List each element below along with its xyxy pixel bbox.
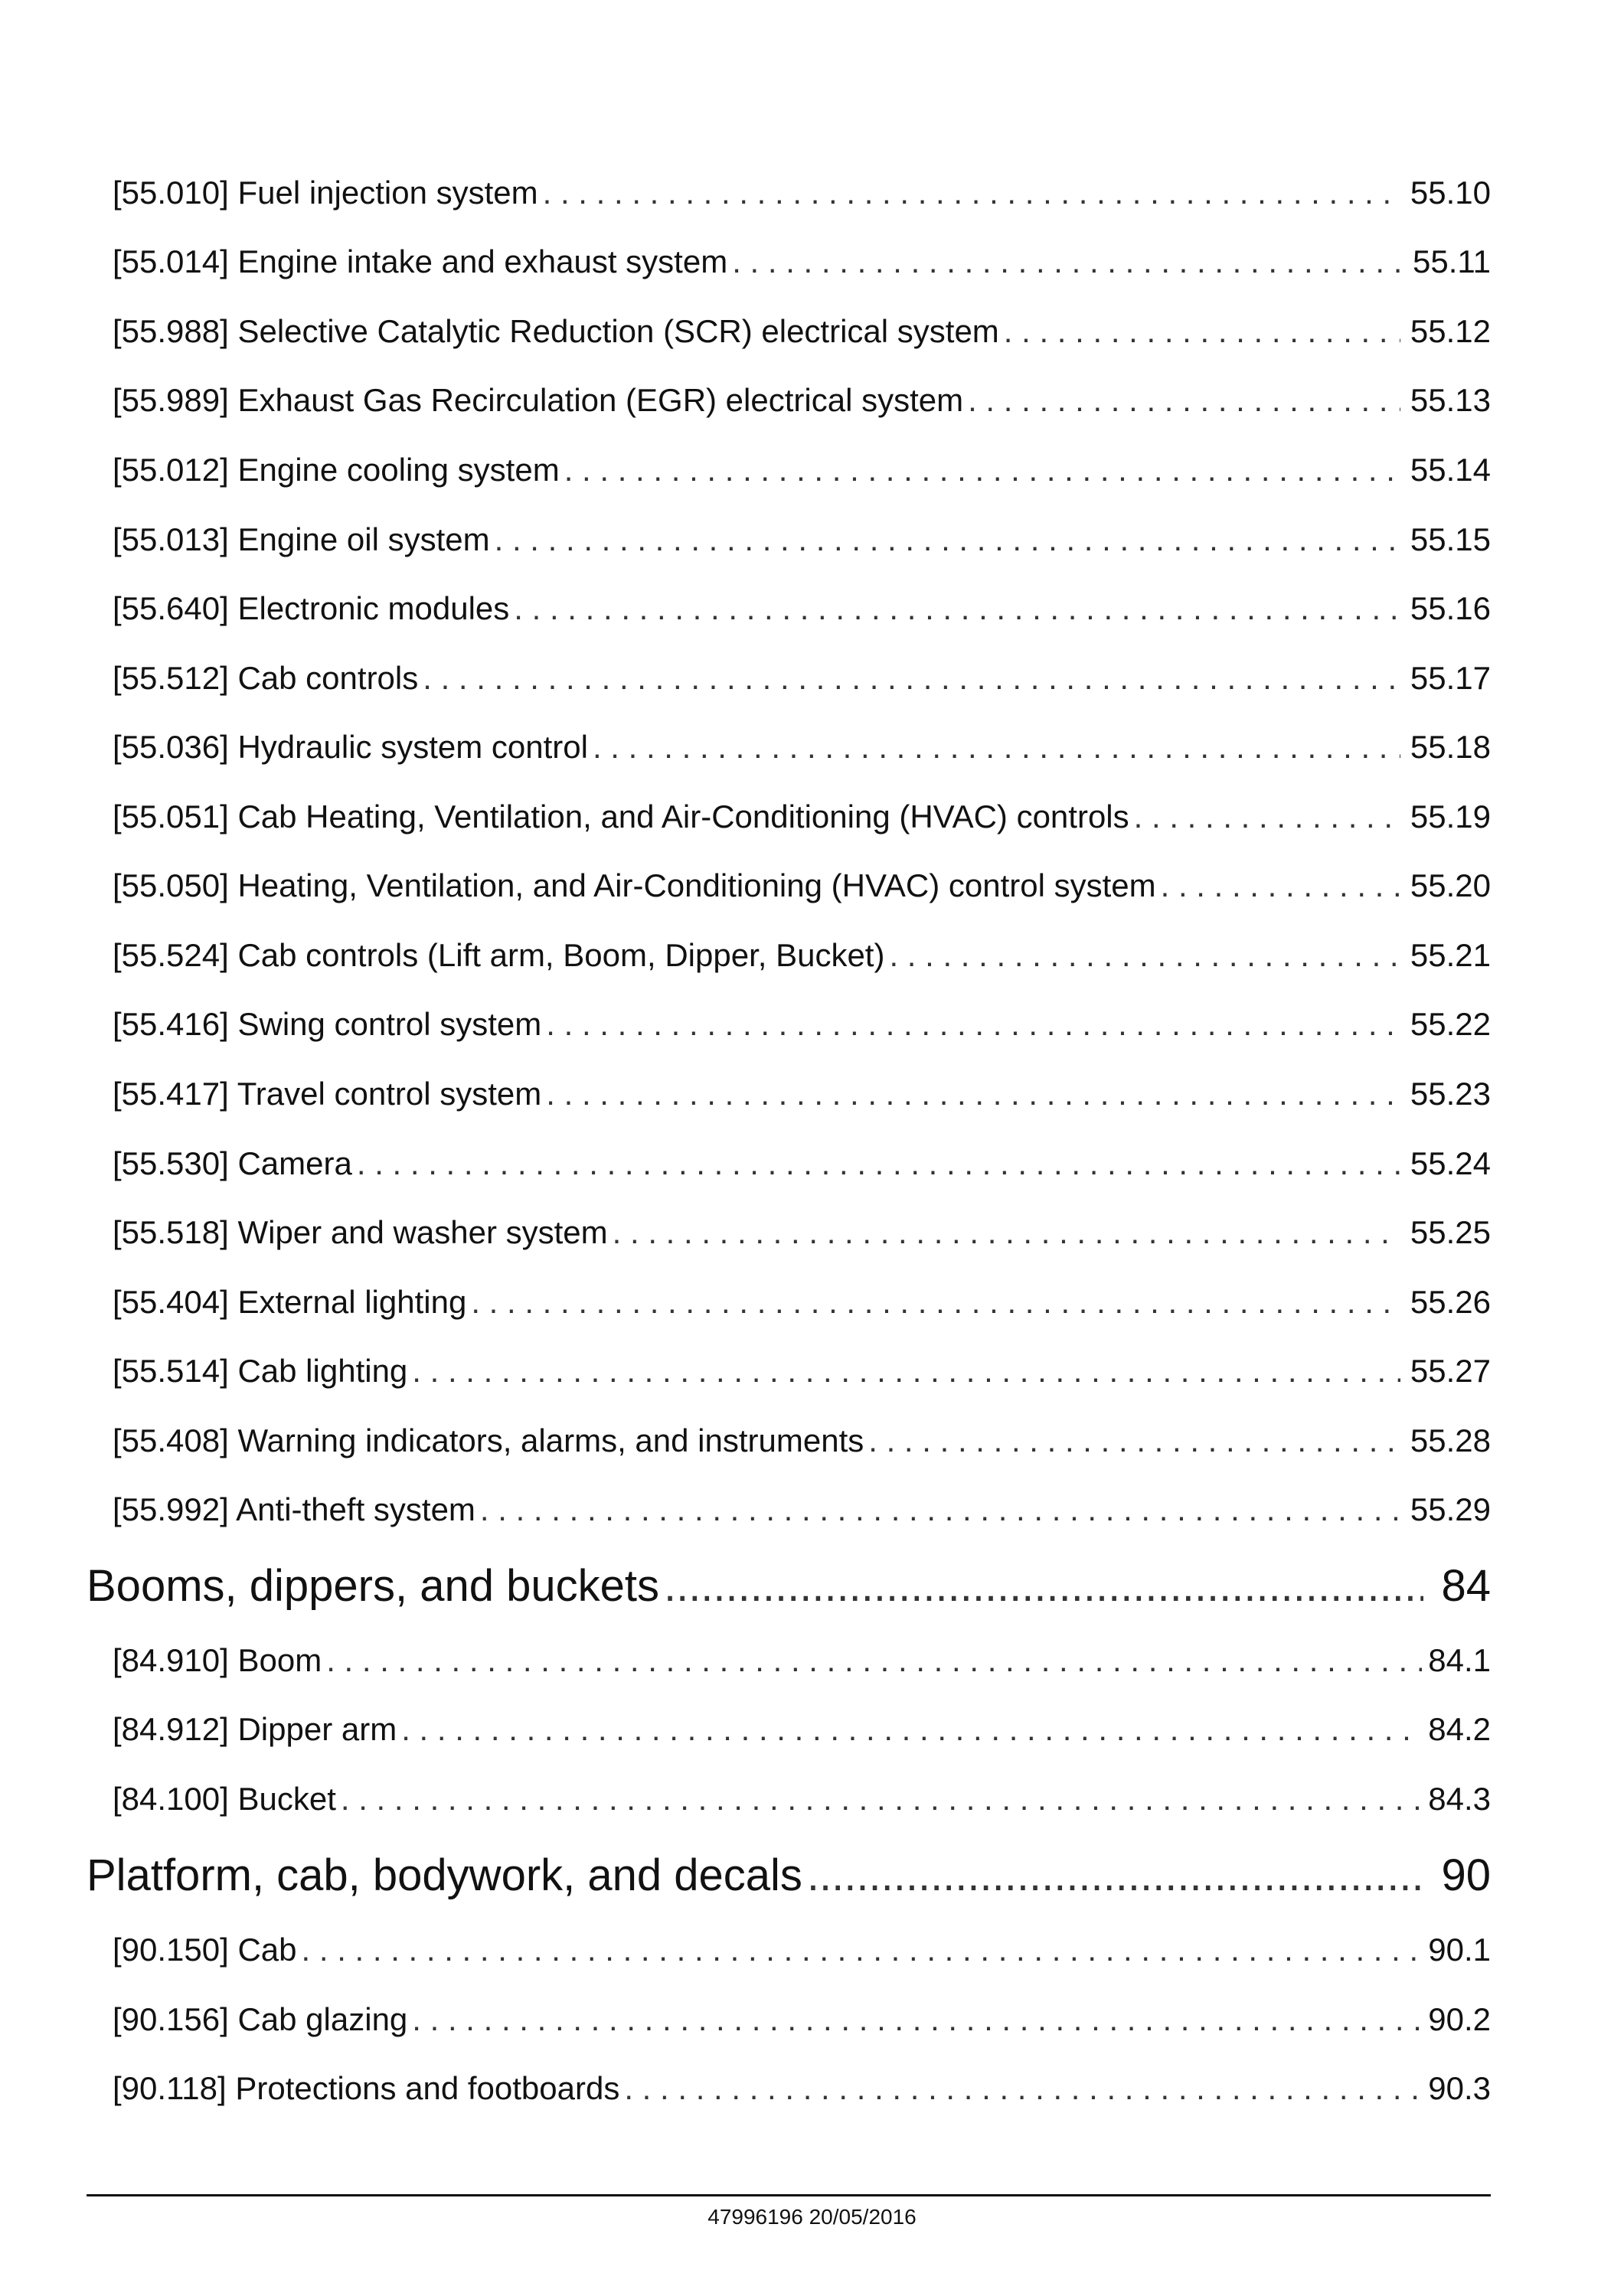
dot-leader bbox=[341, 1781, 1422, 1818]
toc-entry-page: 55.26 bbox=[1410, 1284, 1491, 1320]
toc-entry-page: 55.20 bbox=[1410, 867, 1491, 903]
toc-entry-page: 55.16 bbox=[1410, 590, 1491, 626]
toc-entry-label: [55.992] Anti-theft system bbox=[113, 1491, 475, 1527]
toc-entry-label: [55.012] Engine cooling system bbox=[113, 452, 560, 488]
toc-entry-label: [90.150] Cab bbox=[113, 1932, 297, 1968]
toc-entry-label: [55.408] Warning indicators, alarms, and instruments bbox=[113, 1422, 864, 1458]
toc-entry[interactable] bbox=[113, 1145, 1491, 1191]
toc-entry-label: [55.988] Selective Catalytic Reduction (SCR) electrical system bbox=[113, 313, 999, 349]
toc-entry[interactable] bbox=[113, 1781, 1491, 1827]
dot-leader bbox=[546, 1006, 1400, 1043]
toc-entry-label: [55.514] Cab lighting bbox=[113, 1353, 408, 1389]
dot-leader bbox=[1161, 867, 1400, 904]
dot-leader bbox=[412, 1353, 1400, 1390]
toc-entry[interactable] bbox=[113, 1422, 1491, 1468]
toc-entry[interactable] bbox=[113, 313, 1491, 359]
toc-entry-page: 55.18 bbox=[1410, 729, 1491, 765]
toc-entry-label: [55.404] External lighting bbox=[113, 1284, 467, 1320]
toc-entry-label: [84.912] Dipper arm bbox=[113, 1711, 397, 1747]
toc-entry-label: [55.051] Cab Heating, Ventilation, and Air-Conditioning (HVAC) controls bbox=[113, 799, 1129, 834]
toc-entry-page: 90.1 bbox=[1428, 1932, 1491, 1968]
toc-entry-page: 55.15 bbox=[1410, 521, 1491, 557]
toc-entry[interactable] bbox=[113, 1932, 1491, 1978]
toc-entry-label: [55.524] Cab controls (Lift arm, Boom, Dipper, Bucket) bbox=[113, 937, 885, 973]
toc-entry-label: [55.014] Engine intake and exhaust system bbox=[113, 243, 728, 279]
toc-entry[interactable] bbox=[113, 1491, 1491, 1537]
toc-entry-page: 55.25 bbox=[1410, 1214, 1491, 1250]
toc-entry[interactable] bbox=[113, 243, 1491, 289]
toc-entry-label: [55.989] Exhaust Gas Recirculation (EGR) electrical system bbox=[113, 382, 964, 418]
toc-entry[interactable] bbox=[113, 1284, 1491, 1330]
toc-entry[interactable] bbox=[113, 1076, 1491, 1122]
toc-entry[interactable] bbox=[113, 1353, 1491, 1399]
dot-leader bbox=[664, 1560, 1423, 1612]
toc-entry-page: 55.12 bbox=[1410, 313, 1491, 349]
toc-entry-label: [90.156] Cab glazing bbox=[113, 2001, 408, 2037]
dot-leader bbox=[514, 590, 1400, 627]
toc-entry-page: 55.17 bbox=[1410, 660, 1491, 696]
toc-entry[interactable] bbox=[113, 521, 1491, 567]
toc-section-heading[interactable] bbox=[87, 1850, 1491, 1911]
toc-section-heading[interactable] bbox=[87, 1560, 1491, 1622]
toc-entry-label: [55.640] Electronic modules bbox=[113, 590, 510, 626]
toc-entry[interactable] bbox=[113, 590, 1491, 636]
toc-entry-label: [55.530] Camera bbox=[113, 1145, 352, 1181]
toc-entry-page: 55.27 bbox=[1410, 1353, 1491, 1389]
dot-leader bbox=[564, 452, 1400, 488]
toc-entry-label: [55.013] Engine oil system bbox=[113, 521, 490, 557]
dot-leader bbox=[807, 1850, 1423, 1901]
toc-entry-page: 55.14 bbox=[1410, 452, 1491, 488]
dot-leader bbox=[480, 1491, 1400, 1528]
footer-rule bbox=[87, 2194, 1491, 2196]
toc-entry-page: 84.1 bbox=[1428, 1642, 1491, 1678]
toc-entry[interactable] bbox=[113, 452, 1491, 498]
dot-leader bbox=[613, 1214, 1400, 1251]
toc-entry-page: 84.3 bbox=[1428, 1781, 1491, 1817]
dot-leader bbox=[495, 521, 1400, 558]
toc-entry-page: 55.29 bbox=[1410, 1491, 1491, 1527]
toc-entry-page: 55.28 bbox=[1410, 1422, 1491, 1458]
toc-section-label: Booms, dippers, and buckets bbox=[87, 1561, 659, 1611]
dot-leader bbox=[968, 382, 1400, 419]
toc-entry[interactable] bbox=[113, 2070, 1491, 2116]
toc-entry[interactable] bbox=[113, 1006, 1491, 1052]
dot-leader bbox=[471, 1284, 1400, 1321]
dot-leader bbox=[593, 729, 1400, 766]
dot-leader bbox=[423, 660, 1400, 697]
dot-leader bbox=[302, 1932, 1423, 1968]
toc-entry[interactable] bbox=[113, 799, 1491, 844]
toc-section-label: Platform, cab, bodywork, and decals bbox=[87, 1850, 802, 1900]
toc-entry-page: 55.22 bbox=[1410, 1006, 1491, 1042]
toc-entry-label: [55.036] Hydraulic system control bbox=[113, 729, 588, 765]
dot-leader bbox=[546, 1076, 1400, 1112]
toc-entry[interactable] bbox=[113, 937, 1491, 983]
dot-leader bbox=[624, 2070, 1422, 2107]
toc-entry-page: 55.19 bbox=[1410, 799, 1491, 834]
dot-leader bbox=[412, 2001, 1422, 2038]
toc-entry[interactable] bbox=[113, 660, 1491, 706]
toc-entry[interactable] bbox=[113, 1711, 1491, 1757]
toc-entry-page: 55.23 bbox=[1410, 1076, 1491, 1112]
dot-leader bbox=[401, 1711, 1422, 1748]
toc-entry[interactable] bbox=[113, 175, 1491, 220]
toc-entry-page: 90.3 bbox=[1428, 2070, 1491, 2106]
dot-leader bbox=[1004, 313, 1400, 350]
toc-entry-label: [55.417] Travel control system bbox=[113, 1076, 542, 1112]
toc-entry-page: 55.10 bbox=[1410, 175, 1491, 211]
toc-entry-page: 55.21 bbox=[1410, 937, 1491, 973]
dot-leader bbox=[543, 175, 1400, 211]
toc-entry-label: [55.010] Fuel injection system bbox=[113, 175, 538, 211]
toc-entry-page: 55.24 bbox=[1410, 1145, 1491, 1181]
toc-entry-label: [55.416] Swing control system bbox=[113, 1006, 542, 1042]
dot-leader bbox=[1134, 799, 1400, 835]
toc-entry[interactable] bbox=[113, 382, 1491, 428]
toc-entry[interactable] bbox=[113, 729, 1491, 775]
dot-leader bbox=[326, 1642, 1422, 1679]
dot-leader bbox=[732, 243, 1400, 280]
toc-entry-label: [55.518] Wiper and washer system bbox=[113, 1214, 608, 1250]
toc-entry-page: 55.13 bbox=[1410, 382, 1491, 418]
toc-entry[interactable] bbox=[113, 867, 1491, 913]
dot-leader bbox=[889, 937, 1400, 974]
dot-leader bbox=[357, 1145, 1400, 1182]
toc-entry-page: 90.2 bbox=[1428, 2001, 1491, 2037]
toc-entry[interactable] bbox=[113, 2001, 1491, 2047]
toc-entry-label: [84.100] Bucket bbox=[113, 1781, 336, 1817]
toc-entry-label: [90.118] Protections and footboards bbox=[113, 2070, 620, 2106]
toc-entry-label: [55.512] Cab controls bbox=[113, 660, 419, 696]
toc-entry[interactable] bbox=[113, 1642, 1491, 1688]
toc-entry[interactable] bbox=[113, 1214, 1491, 1260]
toc-entry-label: [55.050] Heating, Ventilation, and Air-Conditioning (HVAC) control system bbox=[113, 867, 1156, 903]
toc-section-page: 90 bbox=[1441, 1850, 1491, 1900]
toc-entry-page: 55.11 bbox=[1413, 243, 1491, 279]
toc-section-page: 84 bbox=[1441, 1561, 1491, 1611]
footer-document-id: 47996196 20/05/2016 bbox=[707, 2205, 917, 2229]
toc-entry-label: [84.910] Boom bbox=[113, 1642, 322, 1678]
toc-entry-page: 84.2 bbox=[1428, 1711, 1491, 1747]
dot-leader bbox=[868, 1422, 1400, 1459]
